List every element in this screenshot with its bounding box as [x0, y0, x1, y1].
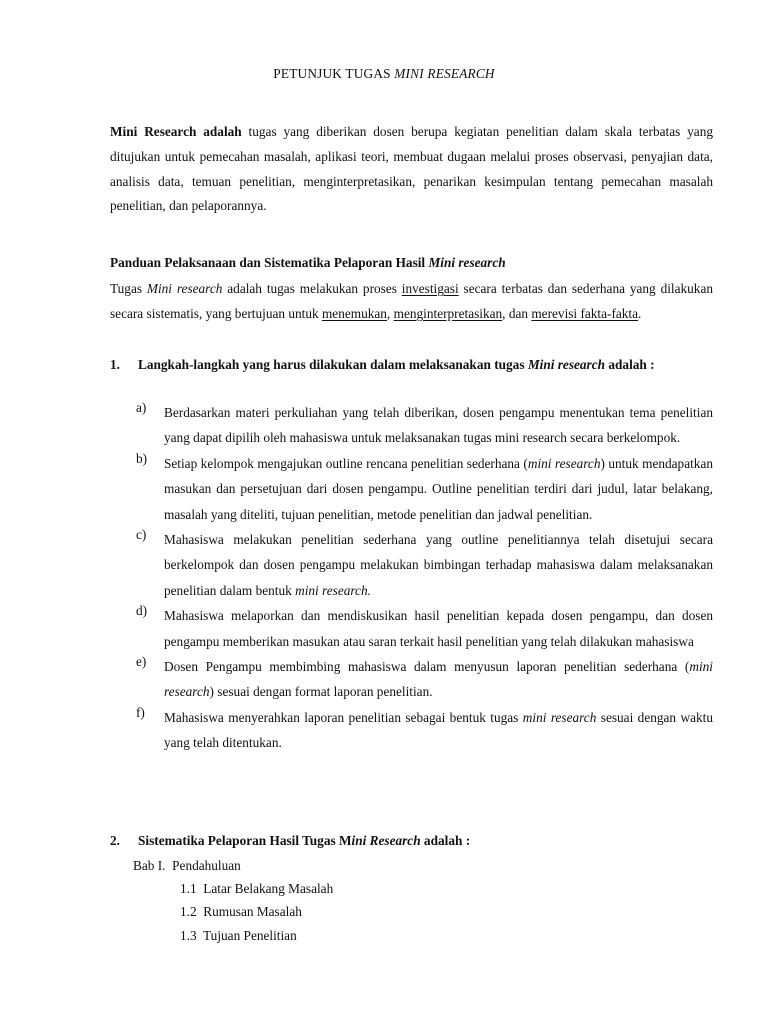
intro-text: tugas yang diberikan dosen berupa kegiatan penelitian dalam skala terbatas yang ditujukan untuk pemecahan masalah, aplikasi teori, membuat dugaan melalui proses observasi, penyajian data, analisis data, temuan penelitian, menginterpretasikan, penarikan kesimpulan tentang pemecahan masalah penelitian, dan pelaporannya.	[110, 124, 713, 214]
subsection-item: 1.3 Tujuan Penelitian	[180, 928, 297, 943]
section-1-heading	[110, 352, 713, 378]
guide-heading-plain: Panduan Pelaksanaan dan Sistematika Pelaporan Hasil	[110, 255, 429, 270]
guide-heading	[110, 253, 713, 273]
guide-text-3: secara terbatas dan sederhana yang dilakukan secara sistematis, yang bertujuan untuk	[110, 281, 714, 321]
list-item-text-b: Setiap kelompok mengajukan outline rencana penelitian sederhana (	[164, 455, 528, 471]
list-item-text	[164, 400, 713, 451]
section-2-title	[138, 830, 713, 852]
guide-italic: Mini research	[146, 281, 223, 296]
list-item-italic-f: mini research	[522, 709, 597, 725]
underlined-menginterpretasikan: menginterpretasikan	[393, 306, 503, 321]
title-prefix: PETUNJUK TUGAS	[273, 66, 395, 81]
list-item	[136, 400, 713, 451]
list-item-text-b2: ) untuk mendapatkan masukan dan persetujuan dari dosen pengampu. Outline penelitian terdiri dari judul, latar belakang, masalah yang diteliti, tujuan penelitian, metode penelitian dan jadwal penelitian.	[164, 455, 713, 522]
list-item-label: d)	[136, 603, 148, 619]
section-2-title-text: Sistematika Pelaporan Hasil Tugas M	[138, 833, 352, 848]
list-item-label: a)	[136, 400, 147, 415]
list-item-italic-c: mini research.	[295, 582, 371, 598]
chapter-heading: Bab I. Pendahuluan	[133, 858, 241, 873]
guide-text-2: adalah tugas melakukan proses	[222, 281, 402, 296]
list-item-text	[164, 451, 713, 527]
section-1-title	[138, 352, 713, 378]
page-title	[0, 66, 768, 82]
guide-text-1: Tugas	[110, 281, 147, 296]
list-item	[136, 451, 713, 527]
list-item-text-e: Dosen Pengampu membimbing mahasiswa dalam menyusun laporan penelitian sederhana (	[164, 659, 690, 675]
section-1-number: 1.	[110, 357, 120, 372]
guide-text-6: .	[638, 306, 642, 321]
list-item-italic-e: mini research	[164, 659, 713, 700]
intro-paragraph	[110, 120, 713, 219]
underlined-menemukan: menemukan	[321, 306, 387, 321]
list-item-text-d: Mahasiswa melaporkan dan mendiskusikan hasil penelitian kepada dosen pengampu, dan dosen pengampu memberikan masukan atau saran terkait hasil penelitian yang telah dilakukan mahasiswa	[164, 608, 713, 649]
section-1-title-italic: Mini research	[527, 357, 606, 372]
list-item	[136, 603, 713, 654]
list-item	[136, 527, 713, 603]
list-item-label: b)	[136, 450, 148, 466]
list-item-text	[164, 527, 713, 603]
subsection-item: 1.2 Rumusan Masalah	[180, 904, 302, 919]
steps-list	[136, 400, 713, 756]
guide-text-4: ,	[386, 306, 394, 321]
section-2-title-italic: ini Research	[351, 833, 421, 848]
list-item	[136, 654, 713, 705]
list-item-text	[164, 654, 713, 705]
section-2-number: 2.	[110, 833, 120, 848]
section-2-title-end: adalah :	[420, 833, 471, 848]
list-item-italic-b: mini research	[527, 455, 601, 471]
list-item-text	[164, 603, 713, 654]
title-italic: MINI RESEARCH	[394, 66, 495, 81]
subsection-item: 1.1 Latar Belakang Masalah	[180, 881, 334, 896]
list-item-label: c)	[136, 527, 147, 543]
list-item	[136, 705, 713, 756]
list-item-label: e)	[136, 654, 147, 670]
guide-text-5: , dan	[502, 306, 532, 321]
list-item-text-f2: sesuai dengan waktu yang telah ditentukan.	[164, 709, 713, 751]
list-item-text-f: Mahasiswa menyerahkan laporan penelitian sebagai bentuk tugas	[164, 709, 523, 725]
section-1-title-text: Langkah-langkah yang harus dilakukan dalam melaksanakan tugas	[138, 357, 528, 372]
list-item-text-c: Mahasiswa melakukan penelitian sederhana yang outline penelitiannya telah disetujui secara berkelompok dan dosen pengampu melakukan bimbingan terhadap mahasiswa dalam melaksanakan penelitian dalam bentuk	[164, 532, 713, 598]
list-item-text-a: Berdasarkan materi perkuliahan yang telah diberikan, dosen pengampu menentukan tema penelitian yang dapat dipilih oleh mahasiswa untuk melaksanakan tugas mini research secara berkelompok.	[164, 405, 713, 446]
underlined-investigasi: investigasi	[401, 281, 459, 296]
list-item-text	[164, 705, 713, 756]
guide-heading-italic: Mini research	[428, 255, 506, 270]
list-item-label: f)	[136, 704, 145, 720]
list-item-text-e2: ) sesuai dengan format laporan penelitian.	[209, 684, 433, 700]
section-1-title-end: adalah :	[605, 357, 655, 372]
underlined-merevisi: merevisi fakta-fakta	[531, 306, 639, 321]
intro-bold-lead: Mini Research adalah	[110, 124, 242, 139]
section-2-heading	[110, 830, 713, 852]
guide-paragraph	[110, 276, 713, 326]
